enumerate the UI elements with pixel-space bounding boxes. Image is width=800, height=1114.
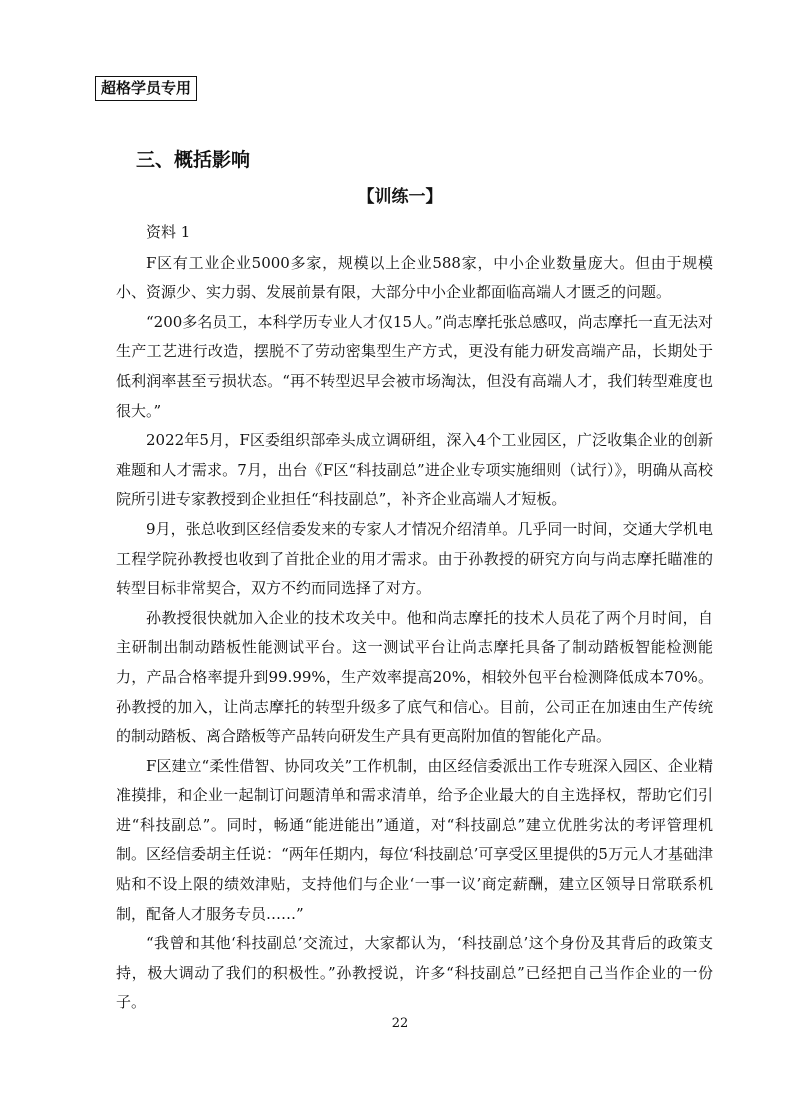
section-title: 三、概括影响 [136, 149, 251, 171]
paragraph-6: F区建立“柔性借智、协同攻关”工作机制，由区经信委派出工作专班深入园区、企业精准摸排，和企业一起制订问题清单和需求清单，给予企业最大的自主选择权，帮助它们引进“科技副总”。同时，畅通“能进能出”通道，对“科技副总”建立优胜劣汰的考评管理机制。区经信委胡主任说：“两年任期内，每位‘科技副总’可享受区里提供的5万元人才基础津贴和不设上限的绩效津贴，支持他们与企业‘一事一议’商定薪酬，建立区领导日常联系机制，配备人才服务专员……” [116, 756, 713, 923]
material-label: 资料 1 [146, 223, 191, 241]
paragraph-5: 孙教授很快就加入企业的技术攻关中。他和尚志摩托的技术人员花了两个月时间，自主研制出制动踏板性能测试平台。这一测试平台让尚志摩托具备了制动踏板智能检测能力，产品合格率提升到99.99%，生产效率提高20%，相较外包平台检测降低成本70%。孙教授的加入，让尚志摩托的转型升级多了底气和信心。目前，公司正在加速由生产传统的制动踏板、离合踏板等产品转向研发生产具有更高附加值的智能化产品。 [116, 608, 713, 746]
page-number: 22 [391, 1016, 409, 1031]
paragraph-3: 2022年5月，F区委组织部牵头成立调研组，深入4个工业园区，广泛收集企业的创新难题和人才需求。7月，出台《F区“科技副总”进企业专项实施细则（试行）》，明确从高校院所引进专家教授到企业担任“科技副总”，补齐企业高端人才短板。 [116, 431, 713, 509]
document-body [116, 218, 713, 1018]
paragraph-2: “200多名员工，本科学历专业人才仅15人。”尚志摩托张总感叹，尚志摩托一直无法对生产工艺进行改造，摆脱不了劳动密集型生产方式，更没有能力研发高端产品，长期处于低利润率甚至亏损状态。“再不转型迟早会被市场淘汰，但没有高端人才，我们转型难度也很大。” [116, 312, 713, 420]
paragraph-4: 9月，张总收到区经信委发来的专家人才情况介绍清单。几乎同一时间，交通大学机电工程学院孙教授也收到了首批企业的用才需求。由于孙教授的研究方向与尚志摩托瞄准的转型目标非常契合，双方不约而同选择了对方。 [116, 519, 713, 598]
exercise-title: 【训练一】 [357, 187, 443, 207]
paragraph-7: “我曾和其他‘科技副总’交流过，大家都认为，‘科技副总’这个身份及其背后的政策支持，极大调动了我们的积极性。”孙教授说，许多“科技副总”已经把自己当作企业的一份子。 [116, 934, 713, 1012]
paragraph-1: F区有工业企业5000多家，规模以上企业588家，中小企业数量庞大。但由于规模小、资源少、实力弱、发展前景有限，大部分中小企业都面临高端人才匮乏的问题。 [116, 253, 713, 302]
student-only-tag: 超格学员专用 [95, 76, 197, 101]
